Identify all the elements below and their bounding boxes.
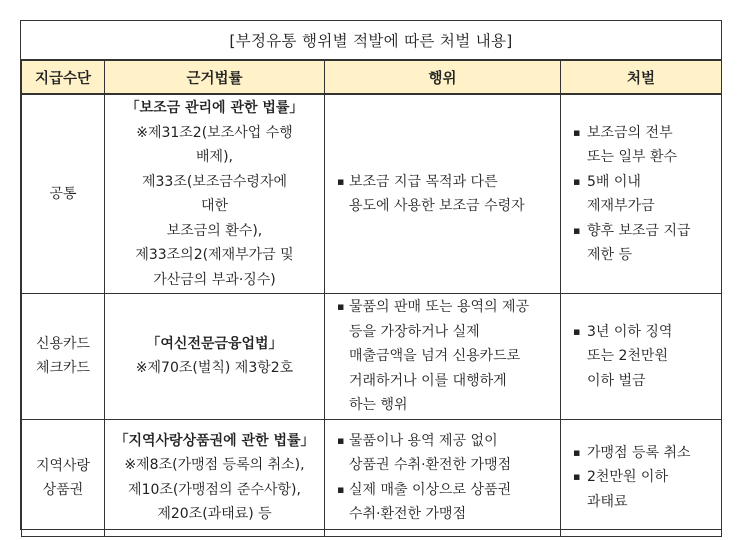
penalty-line: 5배 이내 [587,173,641,190]
means-cell [22,419,105,536]
law-line: ※제31조2(보조사업 수행 [136,124,293,141]
act-line: 하는 행위 [349,397,408,413]
act-text [349,429,559,478]
header-act: 행위 [325,60,561,94]
law-line: ※제8조(가맹점 등록의 취소), [124,457,305,473]
penalty-text [585,219,720,268]
law-cell [105,94,325,294]
act-line: 거래하거나 이를 대행하게 [349,372,507,389]
law-line: 제33조(보조금수령자에 [142,173,287,190]
law-cell [105,294,325,420]
penalty-item [573,121,720,170]
penalty-cell [561,94,722,294]
act-line: 용도에 사용한 보조금 수령자 [349,198,525,214]
penalty-item [573,441,720,466]
penalty-table [21,59,722,537]
law-line: 대한 [200,198,229,214]
act-line: 매출금액을 넘겨 신용카드로 [349,348,521,364]
act-item [337,429,559,478]
law-line: 제20조(과태료) 등 [157,506,272,522]
penalty-line: 2천만원 이하 [587,469,668,486]
act-line: 실제 매출 이상으로 상품권 [349,481,512,498]
act-line: 물품이나 용역 제공 없이 [349,432,498,449]
means-line: 상품권 [42,481,84,498]
means-cell [22,294,105,420]
act-line: 물품의 판매 또는 용역의 제공 [349,299,530,315]
bullet-icon: ▪ [337,433,345,447]
act-cell [325,94,561,294]
law-line: 가산금의 부과·징수) [153,271,276,288]
law-name: 「여신전문금융업법」 [146,335,283,352]
act-text [349,170,559,219]
penalty-line: 보조금의 전부 [587,124,673,141]
law-name: 「보조금 관리에 관한 법률」 [125,100,304,116]
penalty-text [585,121,720,170]
table-row [22,294,722,420]
penalty-line: 또는 2천만원 [587,348,668,364]
means-line: 체크카드 [35,360,91,377]
bullet-icon: ▪ [337,482,345,496]
penalty-line: 가맹점 등록 취소 [587,444,691,461]
penalty-line: 향후 보조금 지급 [587,222,691,239]
bullet-icon: ▪ [337,300,345,313]
header-means: 지급수단 [22,60,105,94]
bullet-icon: ▪ [573,223,581,237]
penalty-line: 과태료 [587,493,628,510]
bullet-icon: ▪ [337,174,345,188]
means-line: 지역사랑 [35,457,91,474]
law-name: 「지역사랑상품권에 관한 법률」 [114,432,315,449]
document-frame [20,20,722,530]
act-text [349,295,559,418]
penalty-text [585,170,720,219]
act-text [349,478,559,527]
act-cell [325,419,561,536]
bullet-icon: ▪ [573,470,581,484]
bullet-icon: ▪ [573,125,581,139]
table-row [22,419,722,536]
law-cell [105,419,325,536]
penalty-line: 또는 일부 환수 [587,149,678,165]
act-line: 보조금 지급 목적과 다른 [349,173,498,190]
penalty-cell [561,294,722,420]
penalty-item [573,219,720,268]
table-header-row [22,60,722,94]
penalty-text [585,465,720,514]
act-line: 수취·환전한 가맹점 [349,506,467,522]
act-line: 상품권 수취·환전한 가맹점 [349,457,512,473]
table-row [22,94,722,294]
act-item [337,478,559,527]
penalty-text [585,441,720,466]
document-title: [부정유통 행위별 적발에 따른 처벌 내용] [229,32,513,50]
bullet-icon: ▪ [573,174,581,188]
act-item [337,295,559,418]
act-item [337,170,559,219]
means-line: 신용카드 [35,336,91,353]
law-line: 제33조의2(제재부가금 및 [135,247,294,263]
penalty-line: 제재부가금 [587,198,655,214]
header-law: 근거법률 [105,60,325,94]
law-line: 보조금의 환수), [166,222,263,239]
penalty-line: 3년 이하 징역 [587,323,673,340]
means-cell [22,94,105,294]
bullet-icon: ▪ [573,445,581,459]
means-line: 공통 [49,186,77,202]
penalty-item [573,465,720,514]
header-penalty: 처벌 [561,60,722,94]
penalty-cell [561,419,722,536]
law-line: 배제), [196,149,233,165]
act-cell [325,294,561,420]
penalty-line: 제한 등 [587,247,633,263]
act-line: 등을 가장하거나 실제 [349,323,480,340]
penalty-item [573,170,720,219]
penalty-text [585,320,720,394]
law-line: ※제70조(벌칙) 제3항2호 [135,360,294,377]
penalty-line: 이하 벌금 [587,372,646,389]
law-line: 제10조(가맹점의 준수사항), [128,481,301,498]
bullet-icon: ▪ [573,324,581,338]
penalty-item [573,320,720,394]
